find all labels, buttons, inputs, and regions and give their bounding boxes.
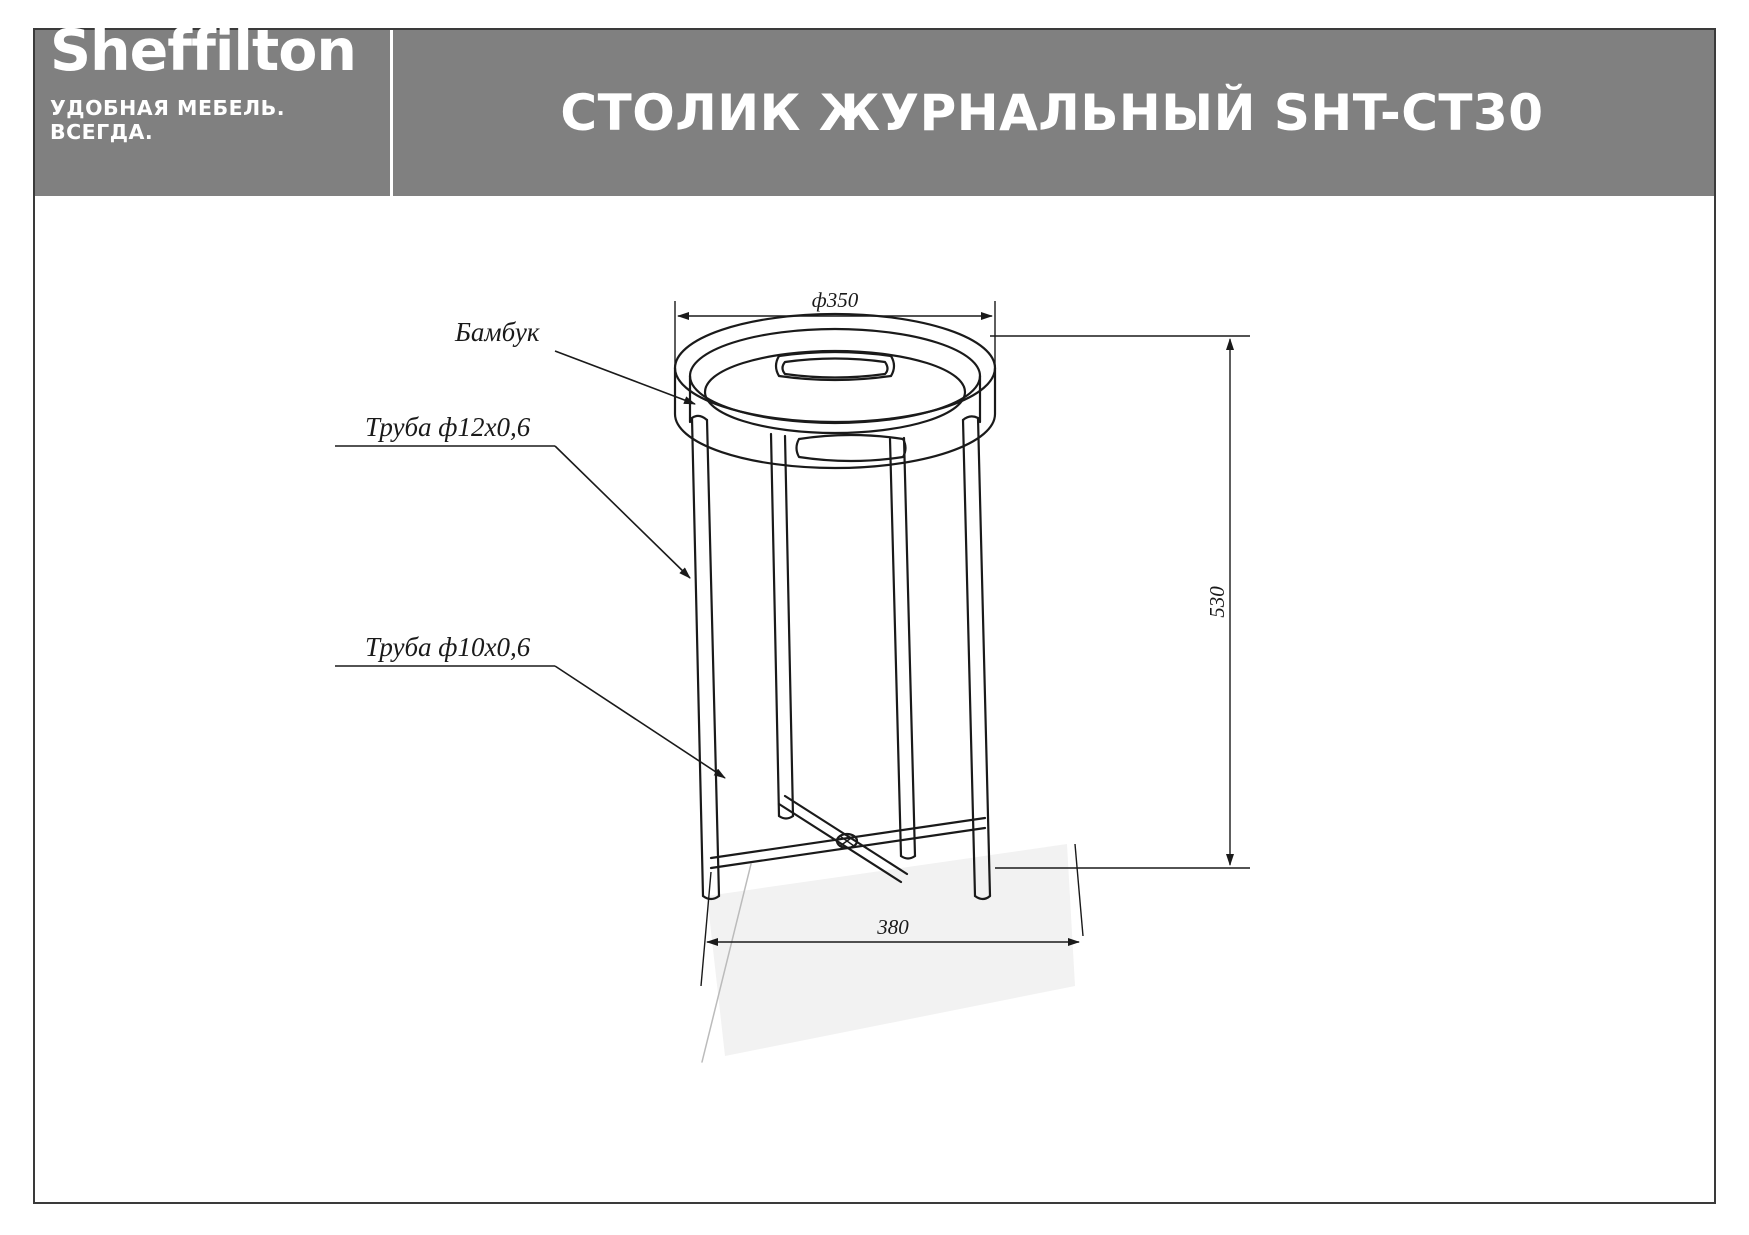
header-divider xyxy=(390,30,393,196)
dimension-base-width-label: 380 xyxy=(877,915,909,939)
dimension-top-diameter xyxy=(675,301,995,376)
brand-tagline: УДОБНАЯ МЕБЕЛЬ. ВСЕГДА. xyxy=(50,95,286,144)
dimension-height-label: 530 xyxy=(1205,586,1229,618)
brand-logo xyxy=(20,0,356,166)
page-title: СТОЛИК ЖУРНАЛЬНЫЙ SHT-CT30 xyxy=(560,84,1544,142)
technical-drawing xyxy=(35,196,1714,1204)
callout-label-bamboo: Бамбук xyxy=(455,317,540,347)
brand-name: Sheffilton xyxy=(50,17,356,84)
table-illustration xyxy=(675,314,1075,1062)
callout-label-tube12: Труба ф12х0,6 xyxy=(365,412,531,442)
callout-leader-tube12 xyxy=(335,446,690,578)
callout-label-tube10: Труба ф10х0,6 xyxy=(365,632,531,662)
callout-leader-tube10 xyxy=(335,666,725,778)
dimension-top-diameter-label: ф350 xyxy=(811,288,859,312)
